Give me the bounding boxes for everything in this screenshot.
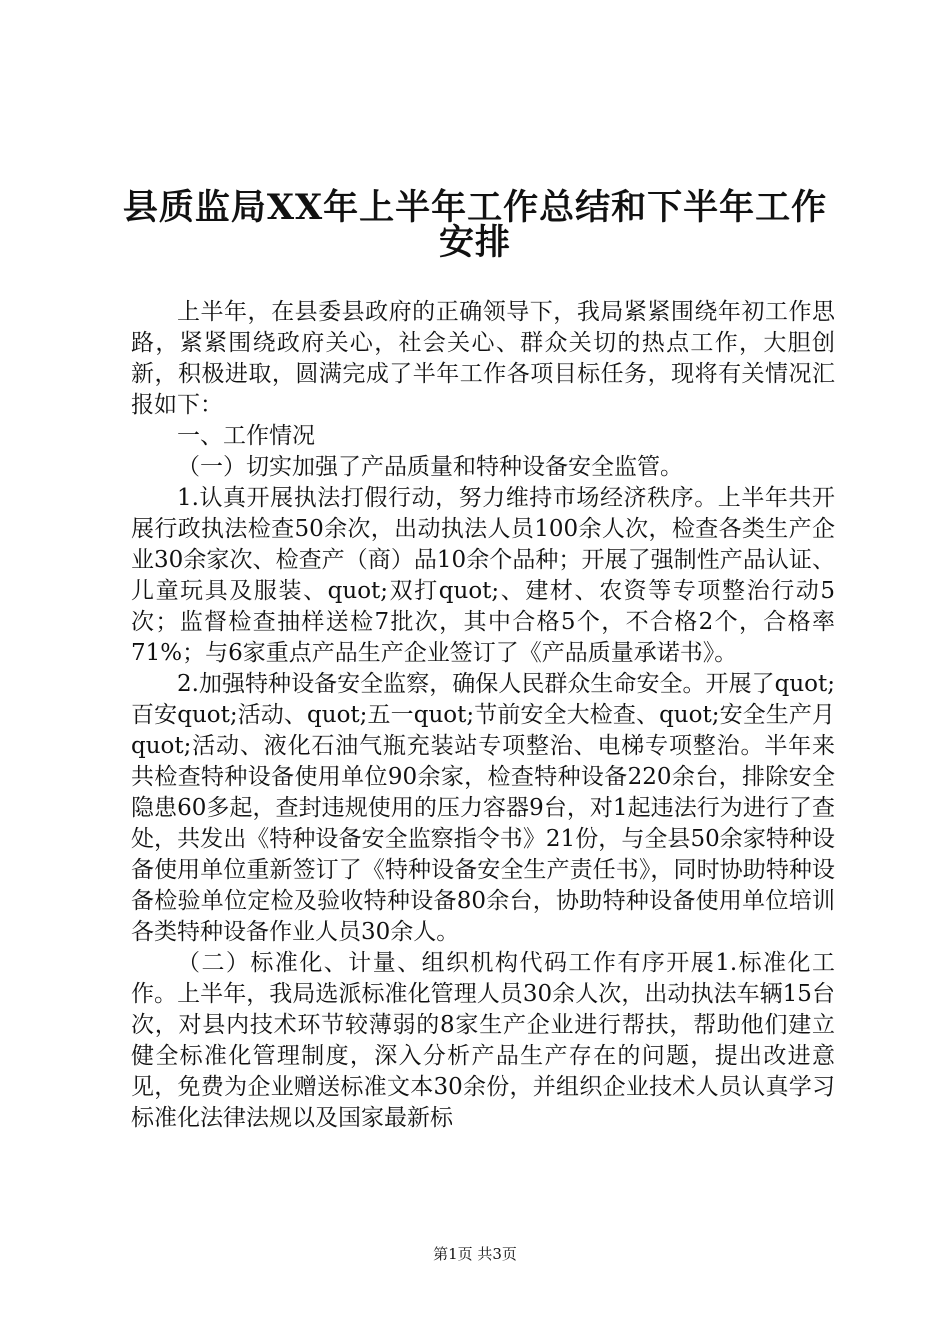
document-body bbox=[131, 297, 835, 1134]
paragraph-law-enforcement: 1.认真开展执法打假行动，努力维持市场经济秩序。上半年共开展行政执法检查50余次，出动执法人员100余人次，检查各类生产企业30余家次、检查产（商）品10余个品种；开展了强制性产品认证、儿童玩具及服装、quot;双打quot;、建材、农资等专项整治行动5次；监督检查抽样送检7批次，其中合格5个，不合格2个，合格率71%；与6家重点产品生产企业签订了《产品质量承诺书》。 bbox=[131, 485, 835, 666]
subsection-heading-1: （一）切实加强了产品质量和特种设备安全监管。 bbox=[177, 454, 683, 480]
paragraph-intro: 上半年，在县委县政府的正确领导下，我局紧紧围绕年初工作思路，紧紧围绕政府关心，社会关心、群众关切的热点工作，大胆创新，积极进取，圆满完成了半年工作各项目标任务，现将有关情况汇报如下： bbox=[131, 299, 835, 418]
document-title-line-2: 安排 bbox=[438, 222, 511, 263]
document-title-line-1: 县质监局XX年上半年工作总结和下半年工作 bbox=[122, 187, 828, 228]
page-footer: 第1页 共3页 bbox=[433, 1245, 517, 1263]
paragraph-standardization: （二）标准化、计量、组织机构代码工作有序开展1.标准化工作。上半年，我局选派标准化管理人员30余人次，出动执法车辆15台次，对县内技术环节较薄弱的8家生产企业进行帮扶，帮助他们建立健全标准化管理制度，深入分析产品生产存在的问题，提出改进意见，免费为企业赠送标准文本30余份，并组织企业技术人员认真学习标准化法律法规以及国家最新标 bbox=[131, 950, 835, 1131]
paragraph-special-equipment: 2.加强特种设备安全监察，确保人民群众生命安全。开展了quot;百安quot;活动、quot;五一quot;节前安全大检查、quot;安全生产月quot;活动、液化石油气瓶充装站专项整治、电梯专项整治。半年来共检查特种设备使用单位90余家，检查特种设备220余台，排除安全隐患60多起，查封违规使用的压力容器9台，对1起违法行为进行了查处，共发出《特种设备安全监察指令书》21份，与全县50余家特种设备使用单位重新签订了《特种设备安全生产责任书》，同时协助特种设备检验单位定检及验收特种设备80余台，协助特种设备使用单位培训各类特种设备作业人员30余人。 bbox=[131, 671, 835, 945]
section-heading-work-status: 一、工作情况 bbox=[177, 423, 315, 449]
